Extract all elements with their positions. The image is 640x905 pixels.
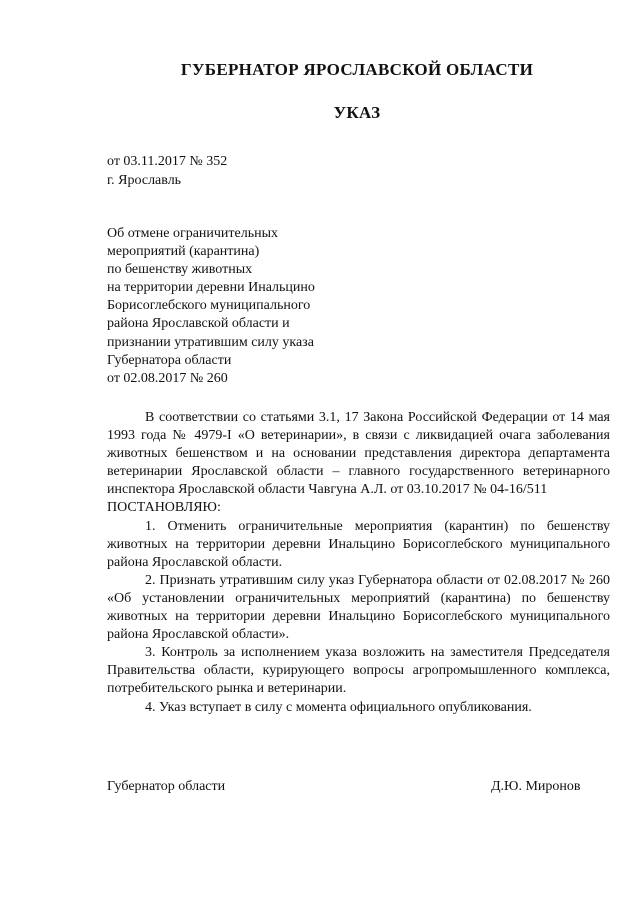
subject-line: по бешенству животных	[107, 262, 253, 278]
document-type-title: УКАЗ	[333, 103, 381, 122]
preamble-paragraph: В соответствии со статьями 3.1, 17 Закона Российской Федерации от 14 мая 1993 года № 4979-I «О ветеринарии», в связи с ликвидацией очага заболевания животных бешенством и на основании представления директора департамента ветеринарии Ярославской области – главного государственного ветеринарного инспектора Ярославской области Чавгуна А.Л. от 03.10.2017 № 04-16/511	[107, 410, 610, 498]
decree-item: 4. Указ вступает в силу с момента официального опубликования.	[145, 699, 532, 715]
decree-word: ПОСТАНОВЛЯЮ:	[107, 500, 221, 516]
subject-line: района Ярославской области и	[107, 316, 290, 332]
subject-line: на территории деревни Инальцино	[107, 280, 315, 296]
subject-line: признании утратившим силу указа	[107, 334, 314, 350]
subject-line: мероприятий (карантина)	[107, 244, 260, 260]
document-city: г. Ярославль	[107, 173, 182, 188]
decree-item: 3. Контроль за исполнением указа возложить на заместителя Председателя Правительства области, курирующего вопросы агропромышленного комплекса, потребительского рынка и ветеринарии.	[107, 645, 610, 697]
document-date-number: от 03.11.2017 № 352	[107, 154, 228, 169]
subject-line: Борисоглебского муниципального	[107, 298, 311, 314]
decree-item: 1. Отменить ограничительные мероприятия (карантин) по бешенству животных на территории деревни Инальцино Борисоглебского муниципального района Ярославской области.	[107, 518, 610, 570]
document-header-organization: ГУБЕРНАТОР ЯРОСЛАВСКОЙ ОБЛАСТИ	[180, 60, 534, 79]
subject-line: Об отмене ограничительных	[107, 226, 279, 241]
document-body	[107, 409, 610, 717]
decree-item: 2. Признать утратившим силу указ Губернатора области от 02.08.2017 № 260 «Об установлении ограничительных мероприятий (карантина) по бешенству животных на территории деревни Инальцино Борисоглебского муниципального района Ярославской области».	[107, 572, 610, 643]
signature-name: Д.Ю. Миронов	[491, 779, 581, 794]
signature-position: Губернатор области	[107, 779, 226, 794]
subject-line: Губернатора области	[107, 352, 232, 368]
document-subject	[107, 225, 387, 388]
subject-line: от 02.08.2017 № 260	[107, 370, 228, 386]
